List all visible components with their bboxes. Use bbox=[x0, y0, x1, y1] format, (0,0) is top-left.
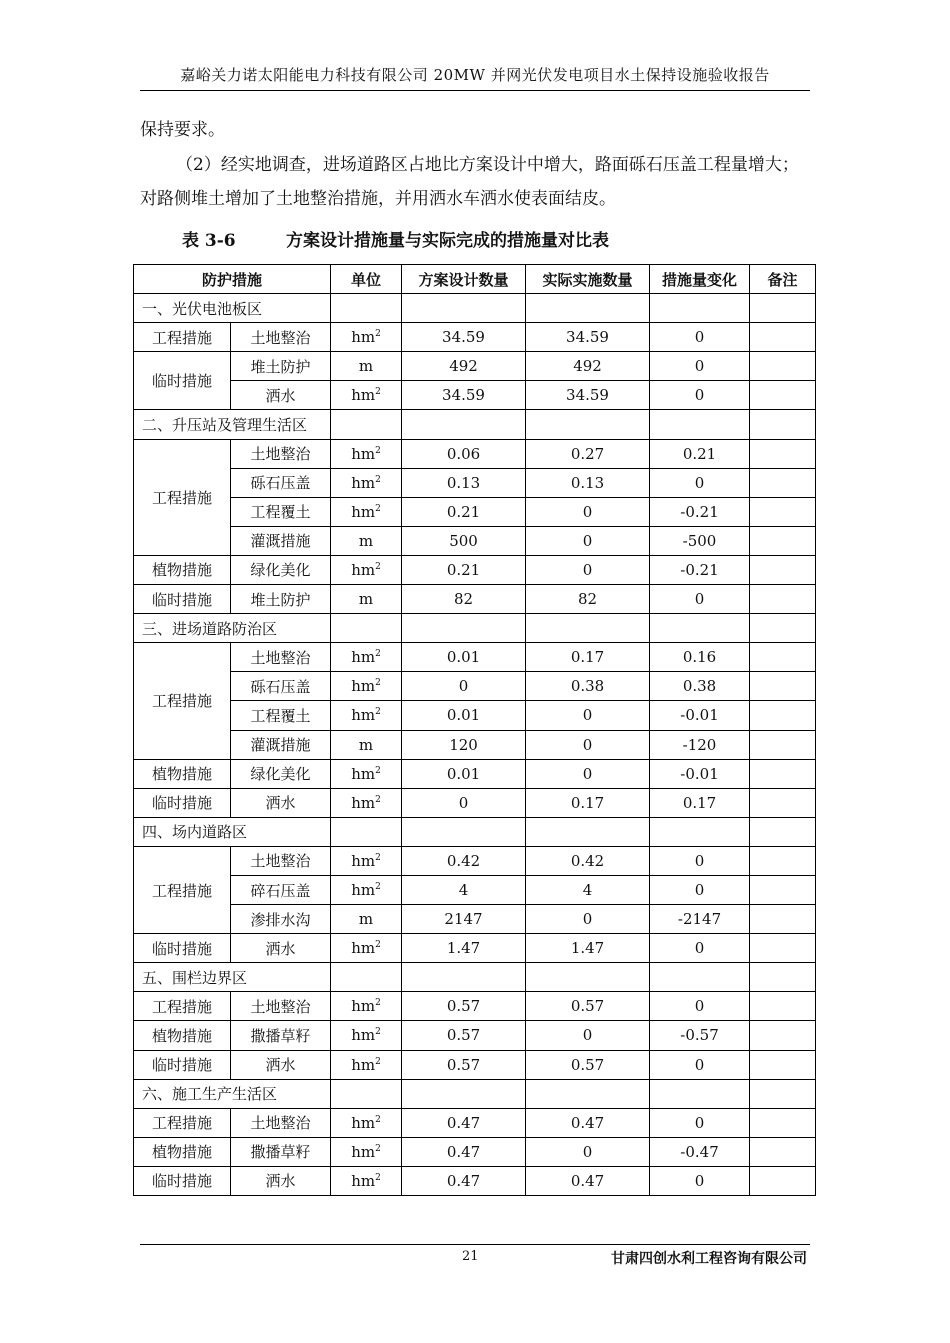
remarks-cell bbox=[750, 992, 816, 1021]
empty-cell bbox=[402, 817, 526, 846]
measure-item: 洒水 bbox=[231, 1166, 331, 1195]
remarks-cell bbox=[750, 1108, 816, 1137]
empty-cell bbox=[331, 817, 402, 846]
design-quantity: 4 bbox=[402, 875, 526, 904]
unit-cell bbox=[331, 788, 402, 817]
group-name: 工程措施 bbox=[134, 846, 231, 933]
unit-exponent: 2 bbox=[375, 649, 381, 660]
empty-cell bbox=[402, 1079, 526, 1108]
unit-text: m bbox=[358, 910, 374, 929]
design-quantity: 0.06 bbox=[402, 439, 526, 468]
design-quantity: 0.47 bbox=[402, 1108, 526, 1137]
design-quantity: 0.13 bbox=[402, 468, 526, 497]
header-design-quantity: 方案设计数量 bbox=[402, 265, 526, 294]
measure-item: 堆土防护 bbox=[231, 352, 331, 381]
quantity-change: 0 bbox=[650, 352, 750, 381]
group-name: 植物措施 bbox=[134, 1137, 231, 1166]
quantity-change: -0.21 bbox=[650, 497, 750, 526]
group-name: 临时措施 bbox=[134, 788, 231, 817]
section-title: 五、围栏边界区 bbox=[134, 963, 331, 992]
quantity-change: -120 bbox=[650, 730, 750, 759]
empty-cell bbox=[402, 410, 526, 439]
unit-text: m bbox=[358, 735, 374, 754]
actual-quantity: 0 bbox=[526, 701, 650, 730]
remarks-cell bbox=[750, 701, 816, 730]
design-quantity: 492 bbox=[402, 352, 526, 381]
unit-text: hm bbox=[351, 881, 376, 900]
section-title: 六、施工生产生活区 bbox=[134, 1079, 331, 1108]
table-row bbox=[134, 352, 816, 381]
unit-cell bbox=[331, 1108, 402, 1137]
actual-quantity: 0.27 bbox=[526, 439, 650, 468]
quantity-change: -0.21 bbox=[650, 555, 750, 584]
table-row bbox=[134, 730, 816, 759]
quantity-change: 0.38 bbox=[650, 672, 750, 701]
remarks-cell bbox=[750, 730, 816, 759]
quantity-change: 0 bbox=[650, 381, 750, 410]
unit-text: hm bbox=[351, 764, 376, 783]
remarks-cell bbox=[750, 846, 816, 875]
unit-cell bbox=[331, 875, 402, 904]
actual-quantity: 34.59 bbox=[526, 323, 650, 352]
unit-exponent: 2 bbox=[375, 387, 381, 398]
remarks-cell bbox=[750, 788, 816, 817]
unit-text: hm bbox=[351, 1171, 376, 1190]
measure-item: 洒水 bbox=[231, 788, 331, 817]
remarks-cell bbox=[750, 439, 816, 468]
quantity-change: -0.57 bbox=[650, 1021, 750, 1050]
section-title: 二、升压站及管理生活区 bbox=[134, 410, 331, 439]
unit-cell bbox=[331, 846, 402, 875]
group-name: 工程措施 bbox=[134, 323, 231, 352]
actual-quantity: 0.42 bbox=[526, 846, 650, 875]
table-row bbox=[134, 1050, 816, 1079]
section-row bbox=[134, 1079, 816, 1108]
table-row bbox=[134, 905, 816, 934]
empty-cell bbox=[526, 817, 650, 846]
remarks-cell bbox=[750, 1050, 816, 1079]
header-remarks: 备注 bbox=[750, 265, 816, 294]
quantity-change: 0.16 bbox=[650, 643, 750, 672]
measure-item: 撒播草籽 bbox=[231, 1137, 331, 1166]
actual-quantity: 82 bbox=[526, 585, 650, 614]
empty-cell bbox=[331, 410, 402, 439]
group-name: 工程措施 bbox=[134, 439, 231, 555]
measure-item: 工程覆土 bbox=[231, 497, 331, 526]
unit-text: hm bbox=[351, 560, 376, 579]
design-quantity: 82 bbox=[402, 585, 526, 614]
measure-item: 土地整治 bbox=[231, 992, 331, 1021]
table-row bbox=[134, 468, 816, 497]
unit-exponent: 2 bbox=[375, 474, 381, 485]
remarks-cell bbox=[750, 643, 816, 672]
unit-exponent: 2 bbox=[375, 765, 381, 776]
unit-cell bbox=[331, 1137, 402, 1166]
empty-cell bbox=[750, 963, 816, 992]
quantity-change: -0.47 bbox=[650, 1137, 750, 1166]
design-quantity: 0.21 bbox=[402, 555, 526, 584]
table-row bbox=[134, 992, 816, 1021]
section-row bbox=[134, 614, 816, 643]
unit-text: hm bbox=[351, 444, 376, 463]
empty-cell bbox=[526, 963, 650, 992]
design-quantity: 34.59 bbox=[402, 381, 526, 410]
unit-exponent: 2 bbox=[375, 678, 381, 689]
empty-cell bbox=[526, 410, 650, 439]
empty-cell bbox=[750, 410, 816, 439]
design-quantity: 1.47 bbox=[402, 934, 526, 963]
unit-text: hm bbox=[351, 851, 376, 870]
empty-cell bbox=[750, 1079, 816, 1108]
measure-item: 绿化美化 bbox=[231, 555, 331, 584]
design-quantity: 0.57 bbox=[402, 1021, 526, 1050]
actual-quantity: 0.47 bbox=[526, 1166, 650, 1195]
remarks-cell bbox=[750, 905, 816, 934]
unit-text: hm bbox=[351, 1142, 376, 1161]
actual-quantity: 0.38 bbox=[526, 672, 650, 701]
table-row bbox=[134, 555, 816, 584]
empty-cell bbox=[650, 410, 750, 439]
quantity-change: 0.17 bbox=[650, 788, 750, 817]
actual-quantity: 0 bbox=[526, 497, 650, 526]
group-name: 临时措施 bbox=[134, 352, 231, 410]
design-quantity: 0.57 bbox=[402, 992, 526, 1021]
measure-item: 土地整治 bbox=[231, 439, 331, 468]
design-quantity: 0.21 bbox=[402, 497, 526, 526]
actual-quantity: 0 bbox=[526, 1137, 650, 1166]
table-row bbox=[134, 1137, 816, 1166]
measure-item: 砾石压盖 bbox=[231, 672, 331, 701]
unit-cell bbox=[331, 934, 402, 963]
table-row bbox=[134, 381, 816, 410]
group-name: 植物措施 bbox=[134, 1021, 231, 1050]
group-name: 植物措施 bbox=[134, 759, 231, 788]
table-row bbox=[134, 934, 816, 963]
table-row bbox=[134, 875, 816, 904]
empty-cell bbox=[331, 614, 402, 643]
quantity-change: 0 bbox=[650, 992, 750, 1021]
unit-exponent: 2 bbox=[375, 794, 381, 805]
remarks-cell bbox=[750, 381, 816, 410]
empty-cell bbox=[331, 1079, 402, 1108]
unit-text: hm bbox=[351, 939, 376, 958]
table-header-row bbox=[134, 265, 816, 294]
quantity-change: 0 bbox=[650, 875, 750, 904]
unit-text: hm bbox=[351, 793, 376, 812]
unit-text: hm bbox=[351, 1026, 376, 1045]
unit-text: hm bbox=[351, 502, 376, 521]
actual-quantity: 0 bbox=[526, 905, 650, 934]
measure-item: 堆土防护 bbox=[231, 585, 331, 614]
actual-quantity: 0.17 bbox=[526, 643, 650, 672]
empty-cell bbox=[650, 614, 750, 643]
quantity-change: -0.01 bbox=[650, 701, 750, 730]
remarks-cell bbox=[750, 1166, 816, 1195]
design-quantity: 0.01 bbox=[402, 643, 526, 672]
remarks-cell bbox=[750, 352, 816, 381]
unit-exponent: 2 bbox=[375, 1056, 381, 1067]
unit-text: hm bbox=[351, 328, 376, 347]
section-row bbox=[134, 963, 816, 992]
header-actual-quantity: 实际实施数量 bbox=[526, 265, 650, 294]
empty-cell bbox=[331, 963, 402, 992]
section-title: 三、进场道路防治区 bbox=[134, 614, 331, 643]
section-title: 四、场内道路区 bbox=[134, 817, 331, 846]
measure-item: 土地整治 bbox=[231, 1108, 331, 1137]
unit-cell bbox=[331, 1050, 402, 1079]
empty-cell bbox=[526, 1079, 650, 1108]
design-quantity: 0.01 bbox=[402, 701, 526, 730]
measure-item: 撒播草籽 bbox=[231, 1021, 331, 1050]
group-name: 临时措施 bbox=[134, 934, 231, 963]
unit-cell bbox=[331, 352, 402, 381]
design-quantity: 34.59 bbox=[402, 323, 526, 352]
unit-exponent: 2 bbox=[375, 882, 381, 893]
comparison-table bbox=[133, 264, 816, 1196]
actual-quantity: 0.47 bbox=[526, 1108, 650, 1137]
paragraph-2: （2）经实地调查，进场道路区占地比方案设计中增大，路面砾石压盖工程量增大；对路侧堆土增加了土地整治措施，并用洒水车洒水使表面结皮。 bbox=[140, 155, 799, 209]
actual-quantity: 0.57 bbox=[526, 1050, 650, 1079]
remarks-cell bbox=[750, 497, 816, 526]
measure-item: 洒水 bbox=[231, 1050, 331, 1079]
table-row bbox=[134, 672, 816, 701]
group-name: 工程措施 bbox=[134, 1108, 231, 1137]
remarks-cell bbox=[750, 934, 816, 963]
unit-exponent: 2 bbox=[375, 1172, 381, 1183]
measure-item: 洒水 bbox=[231, 381, 331, 410]
unit-cell bbox=[331, 497, 402, 526]
unit-exponent: 2 bbox=[375, 1027, 381, 1038]
table-row bbox=[134, 439, 816, 468]
unit-cell bbox=[331, 585, 402, 614]
header-unit: 单位 bbox=[331, 265, 402, 294]
measure-item: 土地整治 bbox=[231, 323, 331, 352]
footer-rule bbox=[140, 1244, 810, 1245]
unit-cell bbox=[331, 992, 402, 1021]
remarks-cell bbox=[750, 1137, 816, 1166]
table-caption-title: 方案设计措施量与实际完成的措施量对比表 bbox=[286, 231, 609, 251]
remarks-cell bbox=[750, 759, 816, 788]
unit-cell bbox=[331, 701, 402, 730]
unit-text: hm bbox=[351, 1113, 376, 1132]
empty-cell bbox=[650, 963, 750, 992]
table-row bbox=[134, 759, 816, 788]
quantity-change: -500 bbox=[650, 526, 750, 555]
remarks-cell bbox=[750, 875, 816, 904]
section-row bbox=[134, 817, 816, 846]
section-title: 一、光伏电池板区 bbox=[134, 294, 331, 323]
unit-cell bbox=[331, 730, 402, 759]
unit-exponent: 2 bbox=[375, 852, 381, 863]
table-row bbox=[134, 323, 816, 352]
quantity-change: 0 bbox=[650, 1050, 750, 1079]
unit-cell bbox=[331, 759, 402, 788]
unit-text: hm bbox=[351, 473, 376, 492]
measure-item: 渗排水沟 bbox=[231, 905, 331, 934]
unit-exponent: 2 bbox=[375, 998, 381, 1009]
measure-item: 砾石压盖 bbox=[231, 468, 331, 497]
design-quantity: 0.42 bbox=[402, 846, 526, 875]
actual-quantity: 34.59 bbox=[526, 381, 650, 410]
unit-exponent: 2 bbox=[375, 503, 381, 514]
actual-quantity: 0 bbox=[526, 526, 650, 555]
empty-cell bbox=[750, 294, 816, 323]
design-quantity: 0.01 bbox=[402, 759, 526, 788]
unit-exponent: 2 bbox=[375, 445, 381, 456]
design-quantity: 0 bbox=[402, 672, 526, 701]
empty-cell bbox=[402, 614, 526, 643]
quantity-change: 0.21 bbox=[650, 439, 750, 468]
group-name: 临时措施 bbox=[134, 1050, 231, 1079]
empty-cell bbox=[650, 817, 750, 846]
design-quantity: 2147 bbox=[402, 905, 526, 934]
design-quantity: 0.47 bbox=[402, 1137, 526, 1166]
unit-cell bbox=[331, 643, 402, 672]
section-row bbox=[134, 410, 816, 439]
table-row bbox=[134, 1021, 816, 1050]
group-name: 工程措施 bbox=[134, 643, 231, 759]
quantity-change: -0.01 bbox=[650, 759, 750, 788]
empty-cell bbox=[750, 817, 816, 846]
quantity-change: 0 bbox=[650, 1166, 750, 1195]
table-row bbox=[134, 701, 816, 730]
unit-cell bbox=[331, 381, 402, 410]
remarks-cell bbox=[750, 526, 816, 555]
remarks-cell bbox=[750, 468, 816, 497]
quantity-change: 0 bbox=[650, 323, 750, 352]
empty-cell bbox=[526, 614, 650, 643]
unit-exponent: 2 bbox=[375, 707, 381, 718]
unit-exponent: 2 bbox=[375, 1114, 381, 1125]
unit-cell bbox=[331, 323, 402, 352]
actual-quantity: 492 bbox=[526, 352, 650, 381]
measure-item: 工程覆土 bbox=[231, 701, 331, 730]
actual-quantity: 0 bbox=[526, 730, 650, 759]
table-caption-number: 表 3-6 bbox=[182, 231, 236, 251]
measure-item: 灌溉措施 bbox=[231, 526, 331, 555]
unit-cell bbox=[331, 468, 402, 497]
empty-cell bbox=[650, 1079, 750, 1108]
quantity-change: 0 bbox=[650, 846, 750, 875]
page-number: 21 bbox=[462, 1249, 479, 1264]
unit-text: hm bbox=[351, 648, 376, 667]
page-header-title: 嘉峪关力诺太阳能电力科技有限公司 20MW 并网光伏发电项目水土保持设施验收报告 bbox=[180, 66, 770, 84]
footer-company: 甘肃四创水利工程咨询有限公司 bbox=[611, 1251, 807, 1267]
actual-quantity: 1.47 bbox=[526, 934, 650, 963]
unit-cell bbox=[331, 526, 402, 555]
unit-cell bbox=[331, 439, 402, 468]
unit-cell bbox=[331, 905, 402, 934]
actual-quantity: 0 bbox=[526, 555, 650, 584]
group-name: 临时措施 bbox=[134, 585, 231, 614]
unit-text: m bbox=[358, 590, 374, 609]
empty-cell bbox=[331, 294, 402, 323]
actual-quantity: 0.17 bbox=[526, 788, 650, 817]
actual-quantity: 4 bbox=[526, 875, 650, 904]
empty-cell bbox=[526, 294, 650, 323]
actual-quantity: 0.13 bbox=[526, 468, 650, 497]
actual-quantity: 0 bbox=[526, 759, 650, 788]
section-row bbox=[134, 294, 816, 323]
unit-text: hm bbox=[351, 706, 376, 725]
table-row bbox=[134, 526, 816, 555]
design-quantity: 0.57 bbox=[402, 1050, 526, 1079]
remarks-cell bbox=[750, 555, 816, 584]
unit-cell bbox=[331, 555, 402, 584]
unit-exponent: 2 bbox=[375, 1143, 381, 1154]
measure-item: 土地整治 bbox=[231, 643, 331, 672]
design-quantity: 120 bbox=[402, 730, 526, 759]
measure-item: 土地整治 bbox=[231, 846, 331, 875]
header-measure: 防护措施 bbox=[134, 265, 331, 294]
group-name: 植物措施 bbox=[134, 555, 231, 584]
table-row bbox=[134, 846, 816, 875]
table-caption bbox=[182, 226, 609, 251]
actual-quantity: 0 bbox=[526, 1021, 650, 1050]
measure-item: 洒水 bbox=[231, 934, 331, 963]
empty-cell bbox=[402, 963, 526, 992]
empty-cell bbox=[650, 294, 750, 323]
remarks-cell bbox=[750, 1021, 816, 1050]
quantity-change: 0 bbox=[650, 585, 750, 614]
unit-exponent: 2 bbox=[375, 561, 381, 572]
table-row bbox=[134, 497, 816, 526]
table-row bbox=[134, 788, 816, 817]
group-name: 临时措施 bbox=[134, 1166, 231, 1195]
unit-text: hm bbox=[351, 1055, 376, 1074]
unit-text: hm bbox=[351, 677, 376, 696]
quantity-change: -2147 bbox=[650, 905, 750, 934]
quantity-change: 0 bbox=[650, 468, 750, 497]
table-row bbox=[134, 643, 816, 672]
table-row bbox=[134, 1108, 816, 1137]
measure-item: 灌溉措施 bbox=[231, 730, 331, 759]
remarks-cell bbox=[750, 672, 816, 701]
measure-item: 绿化美化 bbox=[231, 759, 331, 788]
design-quantity: 500 bbox=[402, 526, 526, 555]
unit-text: m bbox=[358, 357, 374, 376]
paragraph-1: 保持要求。 bbox=[140, 120, 225, 140]
unit-text: m bbox=[358, 531, 374, 550]
unit-exponent: 2 bbox=[375, 329, 381, 340]
group-name: 工程措施 bbox=[134, 992, 231, 1021]
unit-cell bbox=[331, 1166, 402, 1195]
header-rule bbox=[140, 90, 810, 91]
remarks-cell bbox=[750, 323, 816, 352]
quantity-change: 0 bbox=[650, 1108, 750, 1137]
unit-text: hm bbox=[351, 997, 376, 1016]
header-change: 措施量变化 bbox=[650, 265, 750, 294]
table-row bbox=[134, 585, 816, 614]
unit-exponent: 2 bbox=[375, 940, 381, 951]
table-row bbox=[134, 1166, 816, 1195]
table-body bbox=[134, 294, 816, 1196]
unit-cell bbox=[331, 1021, 402, 1050]
design-quantity: 0 bbox=[402, 788, 526, 817]
actual-quantity: 0.57 bbox=[526, 992, 650, 1021]
design-quantity: 0.47 bbox=[402, 1166, 526, 1195]
remarks-cell bbox=[750, 585, 816, 614]
empty-cell bbox=[402, 294, 526, 323]
measure-item: 碎石压盖 bbox=[231, 875, 331, 904]
quantity-change: 0 bbox=[650, 934, 750, 963]
unit-text: hm bbox=[351, 386, 376, 405]
empty-cell bbox=[750, 614, 816, 643]
unit-cell bbox=[331, 672, 402, 701]
